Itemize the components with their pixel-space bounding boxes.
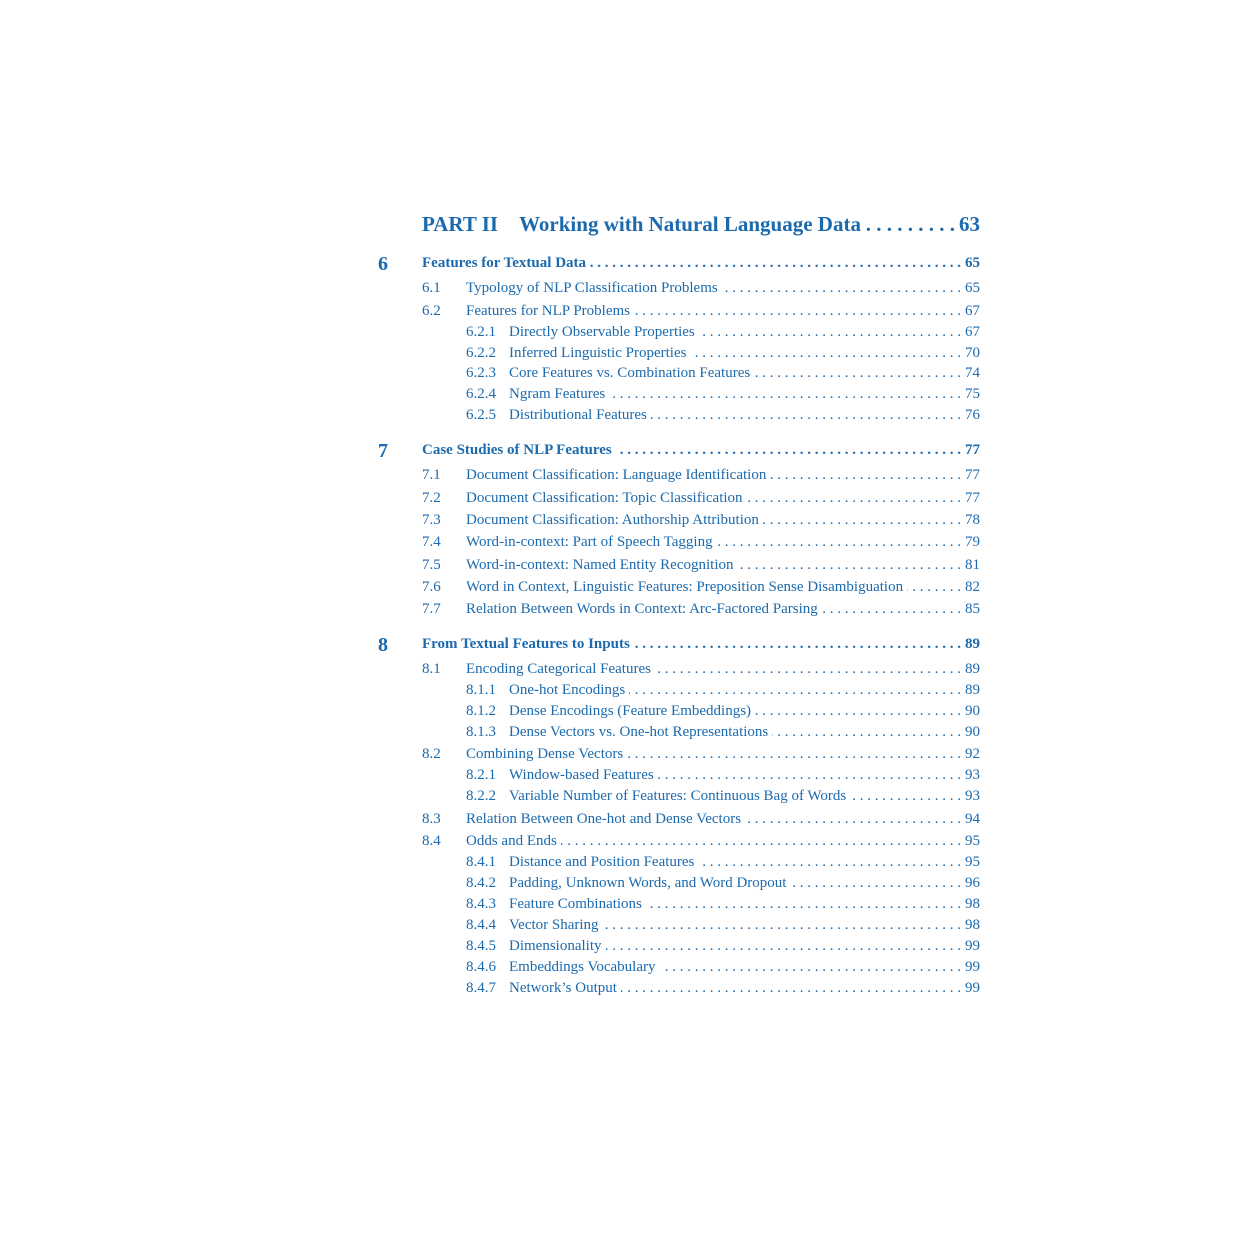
page-number: 90 [965,724,980,740]
page-number: 74 [965,365,980,381]
subsection-number: 8.4.3 [466,896,496,912]
leader-dots [850,786,961,806]
leader-dots [865,212,955,237]
section-number: 8.1 [422,661,441,677]
chapter-title: Case Studies of NLP Features [422,442,612,458]
subsection-title: Inferred Linguistic Properties [509,345,687,361]
subsection-number: 6.2.5 [466,407,496,423]
chapter-title: Features for Textual Data [422,255,587,271]
page-number: 98 [965,917,980,933]
leader-dots [717,532,961,552]
section-number: 7.3 [422,512,441,528]
subsection-number: 8.1.2 [466,703,496,719]
section-number: 7.7 [422,601,441,617]
leader-dots [699,322,961,342]
page-number: 99 [965,959,980,975]
section-title: Relation Between Words in Context: Arc-Factored Parsing [466,601,818,617]
page-number: 76 [965,407,980,423]
section-number: 6.1 [422,280,441,296]
leader-dots [770,465,961,485]
page-number: 65 [965,255,980,271]
section-title: Combining Dense Vectors [466,746,624,762]
subsection-number: 8.4.2 [466,875,496,891]
section-entry[interactable] [422,555,980,575]
subsection-entry[interactable] [466,765,980,785]
subsection-entry[interactable] [466,873,980,893]
chapter-number: 7 [378,440,388,462]
section-title: Relation Between One-hot and Dense Vectors [466,811,742,827]
subsection-title: Directly Observable Properties [509,324,695,340]
subsection-number: 6.2.2 [466,345,496,361]
leader-dots [634,634,961,654]
section-entry[interactable] [422,488,980,508]
section-number: 8.2 [422,746,441,762]
part-number: PART II [422,212,499,236]
subsection-title: Feature Combinations [509,896,642,912]
page-number: 95 [965,854,980,870]
page-number: 82 [965,579,980,595]
subsection-number: 8.4.6 [466,959,496,975]
subsection-number: 8.2.2 [466,788,496,804]
section-entry[interactable] [422,278,980,298]
part-page: 63 [959,212,980,236]
subsection-entry[interactable] [466,936,980,956]
leader-dots [745,809,961,829]
page-number: 93 [965,788,980,804]
section-title: Encoding Categorical Features [466,661,651,677]
page-number: 67 [965,324,980,340]
page-number: 75 [965,386,980,402]
leader-dots [737,555,961,575]
leader-dots [561,831,961,851]
page-number: 98 [965,896,980,912]
leader-dots [609,384,961,404]
leader-dots [616,440,961,460]
page-number: 78 [965,512,980,528]
section-number: 7.5 [422,557,441,573]
subsection-title: Ngram Features [509,386,606,402]
leader-dots [603,915,961,935]
subsection-title: Padding, Unknown Words, and Word Dropout [509,875,787,891]
page-number: 77 [965,490,980,506]
leader-dots [772,722,961,742]
page-number: 77 [965,467,980,483]
leader-dots [907,577,961,597]
section-title: Document Classification: Topic Classification [466,490,743,506]
section-title: Word-in-context: Part of Speech Tagging [466,534,713,550]
chapter-title: From Textual Features to Inputs [422,636,630,652]
subsection-title: Dimensionality [509,938,602,954]
section-entry[interactable] [422,809,980,829]
subsection-number: 8.4.4 [466,917,496,933]
subsection-entry[interactable] [466,363,980,383]
page-number: 95 [965,833,980,849]
subsection-title: Vector Sharing [509,917,599,933]
subsection-number: 8.4.7 [466,980,496,996]
leader-dots [651,405,961,425]
section-entry[interactable] [422,532,980,552]
subsection-entry[interactable] [466,680,980,700]
leader-dots [698,852,961,872]
section-entry[interactable] [422,831,980,851]
subsection-title: Variable Number of Features: Continuous Bag of Words [509,788,847,804]
leader-dots [658,765,961,785]
page-number: 79 [965,534,980,550]
leader-dots [590,253,961,273]
subsection-number: 6.2.3 [466,365,496,381]
section-number: 8.4 [422,833,441,849]
leader-dots [747,488,961,508]
page-number: 81 [965,557,980,573]
page-number: 93 [965,767,980,783]
section-entry[interactable] [422,744,980,764]
chapter-number: 8 [378,634,388,656]
leader-dots [627,744,961,764]
subsection-entry[interactable] [466,978,980,998]
subsection-entry[interactable] [466,894,980,914]
subsection-title: Embeddings Vocabulary [509,959,656,975]
subsection-number: 6.2.4 [466,386,496,402]
subsection-entry[interactable] [466,722,980,742]
section-number: 8.3 [422,811,441,827]
leader-dots [621,978,961,998]
page-number: 89 [965,682,980,698]
subsection-number: 6.2.1 [466,324,496,340]
part-heading [422,212,980,242]
section-title: Word-in-context: Named Entity Recognition [466,557,734,573]
subsection-entry[interactable] [466,915,980,935]
leader-dots [690,343,961,363]
subsection-entry[interactable] [466,384,980,404]
subsection-title: Network’s Output [509,980,617,996]
subsection-title: Distributional Features [509,407,647,423]
subsection-title: One-hot Encodings [509,682,626,698]
chapter-entry[interactable] [422,253,980,273]
leader-dots [655,659,961,679]
subsection-number: 8.4.5 [466,938,496,954]
page-number: 89 [965,661,980,677]
subsection-title: Core Features vs. Combination Features [509,365,751,381]
subsection-title: Window-based Features [509,767,654,783]
subsection-title: Distance and Position Features [509,854,695,870]
section-number: 7.6 [422,579,441,595]
page-number: 96 [965,875,980,891]
subsection-number: 8.1.3 [466,724,496,740]
page-number: 65 [965,280,980,296]
part-title: Working with Natural Language Data [519,212,861,236]
leader-dots [660,957,961,977]
leader-dots [763,510,961,530]
section-number: 6.2 [422,303,441,319]
section-title: Typology of NLP Classification Problems [466,280,718,296]
page-number: 70 [965,345,980,361]
leader-dots [722,278,961,298]
section-number: 7.2 [422,490,441,506]
chapter-number: 6 [378,253,388,275]
section-title: Document Classification: Language Identification [466,467,767,483]
page-number: 77 [965,442,980,458]
page-number: 92 [965,746,980,762]
subsection-entry[interactable] [466,405,980,425]
subsection-number: 8.2.1 [466,767,496,783]
page-number: 94 [965,811,980,827]
subsection-title: Dense Vectors vs. One-hot Representations [509,724,769,740]
section-entry[interactable] [422,577,980,597]
section-title: Document Classification: Authorship Attribution [466,512,759,528]
section-number: 7.1 [422,467,441,483]
page-number: 99 [965,980,980,996]
leader-dots [629,680,961,700]
section-title: Word in Context, Linguistic Features: Preposition Sense Disambiguation [466,579,904,595]
page-number: 89 [965,636,980,652]
subsection-number: 8.4.1 [466,854,496,870]
chapter-entry[interactable] [422,440,980,460]
section-title: Odds and Ends [466,833,557,849]
section-entry[interactable] [422,510,980,530]
section-entry[interactable] [422,659,980,679]
leader-dots [754,363,961,383]
leader-dots [646,894,961,914]
subsection-entry[interactable] [466,343,980,363]
leader-dots [755,701,961,721]
leader-dots [790,873,961,893]
section-title: Features for NLP Problems [466,303,631,319]
page-number: 67 [965,303,980,319]
chapter-entry[interactable] [422,634,980,654]
subsection-entry[interactable] [466,852,980,872]
subsection-number: 8.1.1 [466,682,496,698]
section-entry[interactable] [422,599,980,619]
subsection-entry[interactable] [466,701,980,721]
page-number: 90 [965,703,980,719]
leader-dots [634,301,961,321]
section-number: 7.4 [422,534,441,550]
subsection-entry[interactable] [466,786,980,806]
subsection-entry[interactable] [466,322,980,342]
leader-dots [606,936,962,956]
page-number: 85 [965,601,980,617]
subsection-entry[interactable] [466,957,980,977]
page-number: 99 [965,938,980,954]
leader-dots [822,599,961,619]
section-entry[interactable] [422,301,980,321]
subsection-title: Dense Encodings (Feature Embeddings) [509,703,752,719]
section-entry[interactable] [422,465,980,485]
